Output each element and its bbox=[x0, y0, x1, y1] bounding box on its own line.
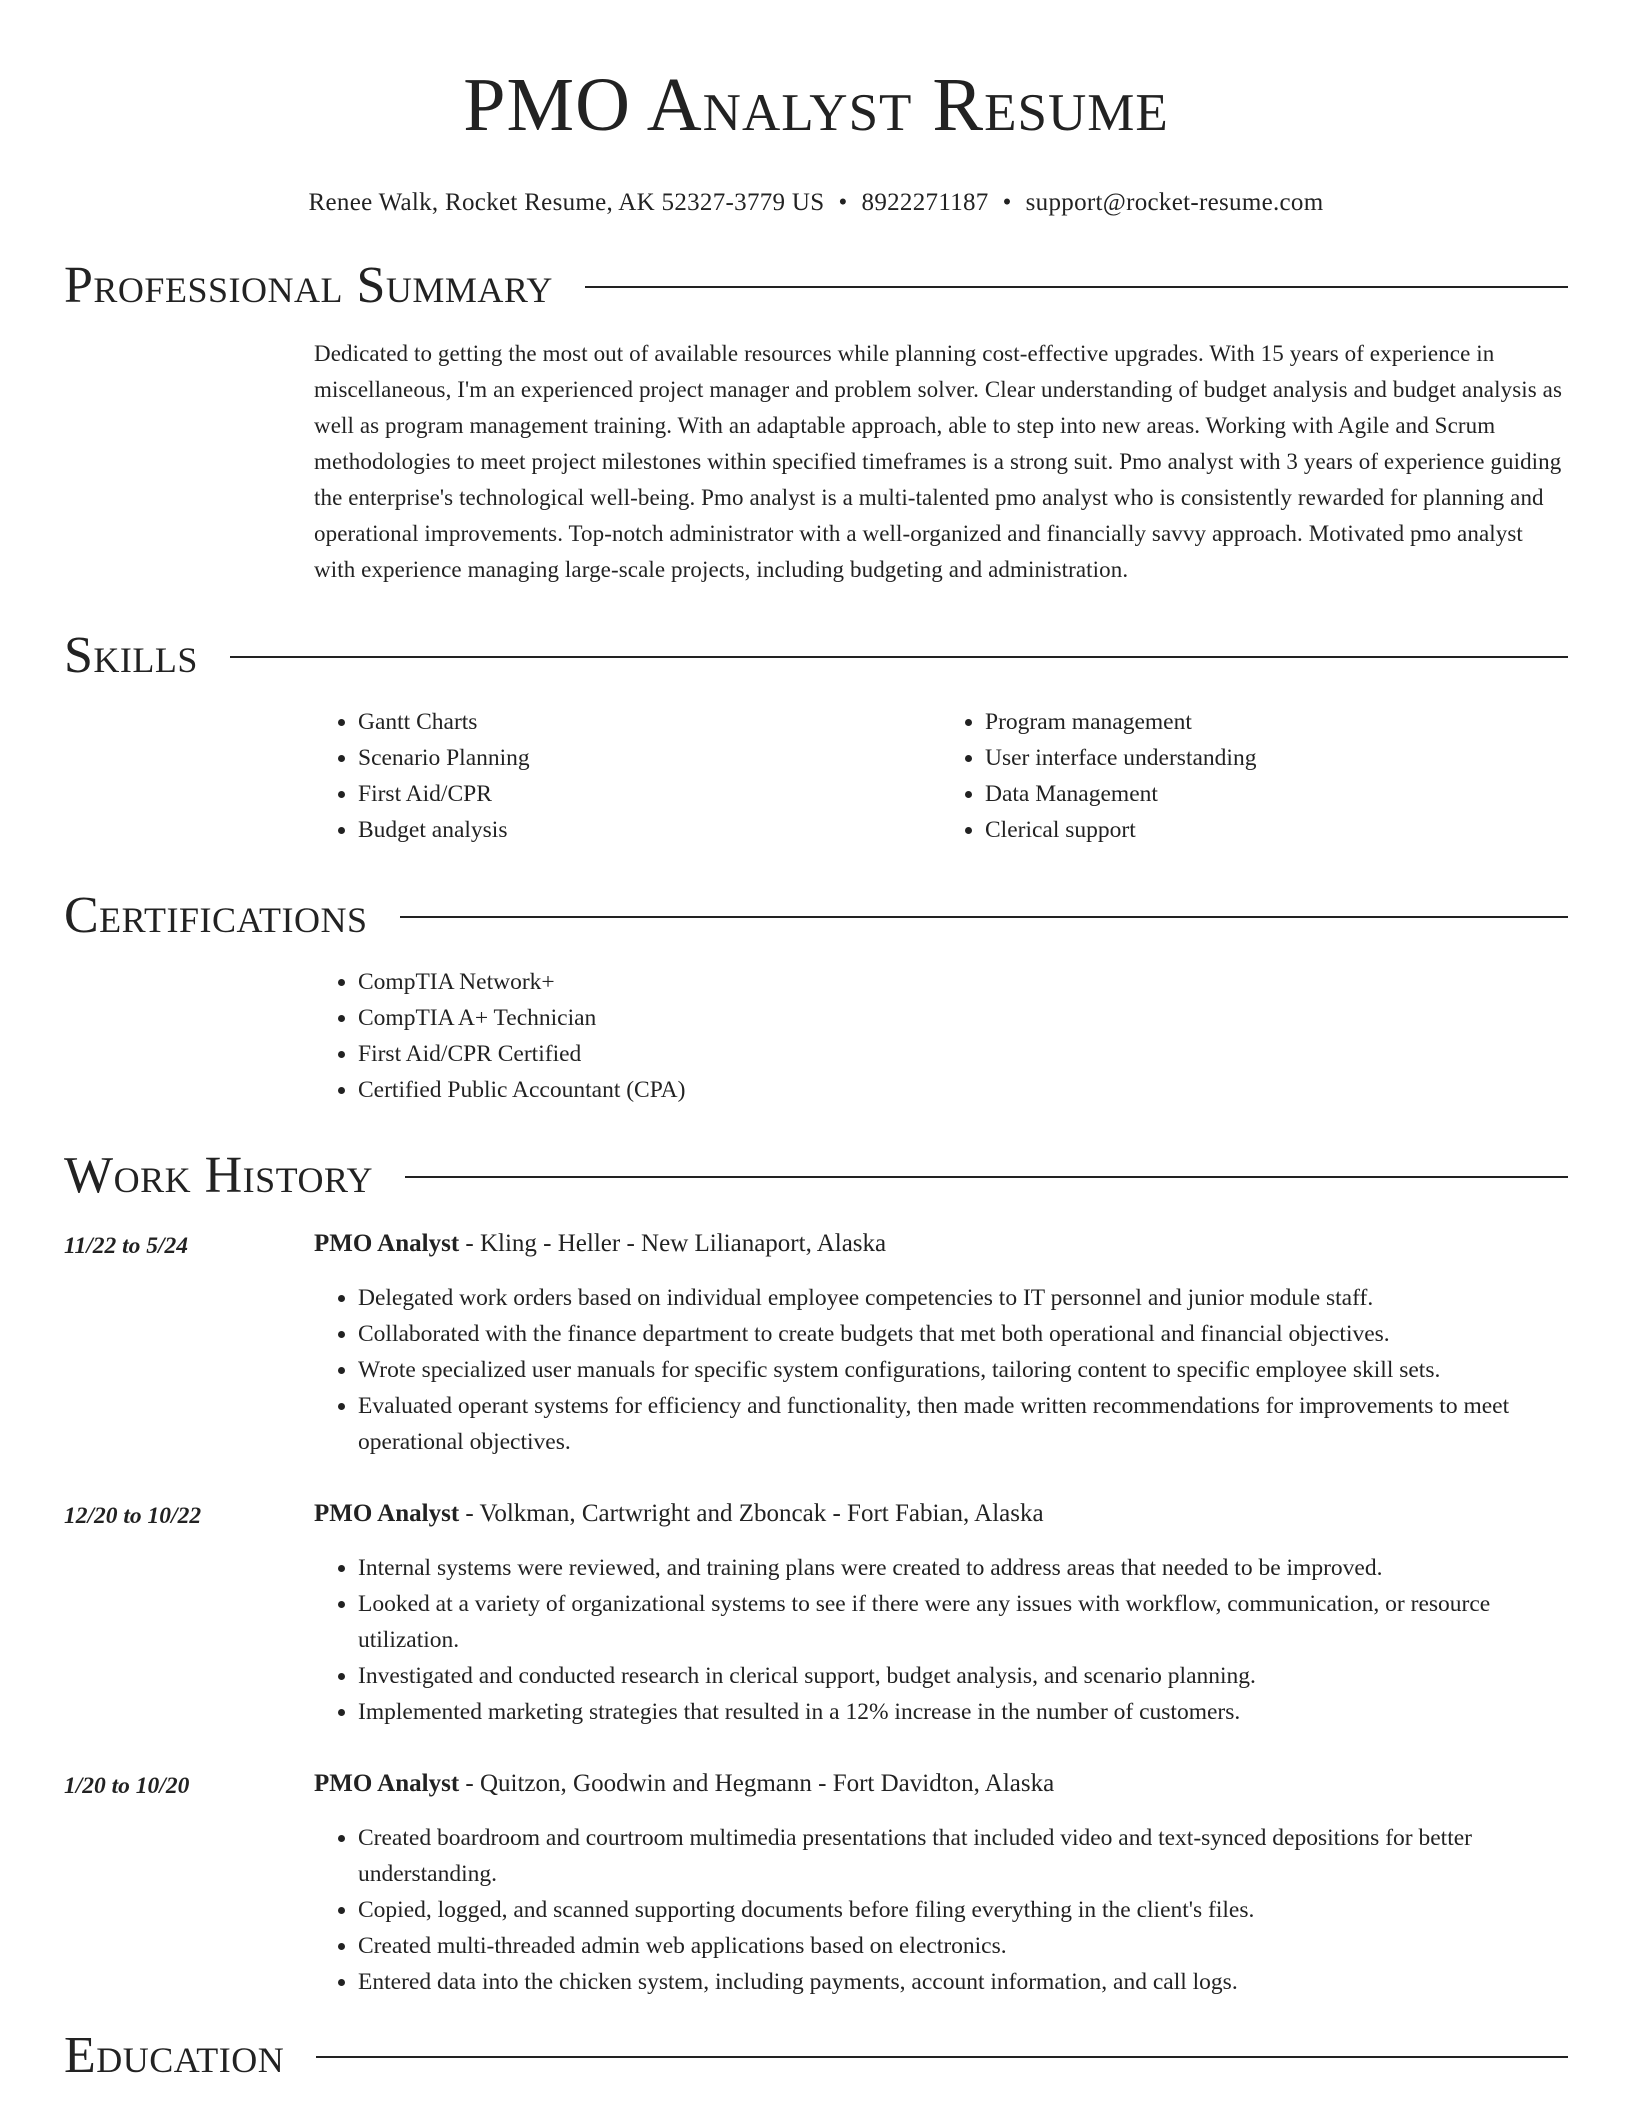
job-bullet: • Created multi-threaded admin web applications based on electronics. bbox=[358, 1928, 1568, 1964]
job-bullet: • Wrote specialized user manuals for specific system configurations, tailoring content to specific employee skill sets. bbox=[358, 1352, 1568, 1388]
job-bullet: • Delegated work orders based on individual employee competencies to IT personnel and junior module staff. bbox=[358, 1280, 1568, 1316]
contact-line bbox=[64, 188, 1568, 218]
job-role: PMO Analyst bbox=[314, 1770, 460, 1797]
work-history-section-header bbox=[64, 1144, 1568, 1208]
certifications-heading: Certifications bbox=[64, 887, 368, 944]
skills-column-right bbox=[941, 704, 1568, 848]
job-role: PMO Analyst bbox=[314, 1230, 460, 1257]
section-divider bbox=[585, 286, 1568, 288]
skill-item: • Gantt Charts bbox=[358, 704, 941, 740]
skills-column-left bbox=[314, 704, 941, 848]
skill-item: • Data Management bbox=[985, 776, 1568, 812]
summary-section-header bbox=[64, 254, 1568, 318]
summary-text: Dedicated to getting the most out of available resources while planning cost-effective upgrades. With 15 years of experience in miscellaneous, I'm an experienced project manager and problem solver. Clear understanding of budget analysis and budget analysis as well as program management training. With an adaptable approach, able to step into new areas. Working with Agile and Scrum methodologies to meet project milestones within specified timeframes is a strong suit. Pmo analyst with 3 years of experience guiding the enterprise's technological well-being. Pmo analyst is a multi-talented pmo analyst who is consistently rewarded for planning and operational improvements. Top-notch administrator with a well-organized and financially savvy approach. Motivated pmo analyst with experience managing large-scale projects, including budgeting and administration. bbox=[314, 341, 1563, 582]
certification-item: • Certified Public Accountant (CPA) bbox=[358, 1072, 1568, 1108]
skill-item: • Program management bbox=[985, 704, 1568, 740]
certifications-bullets bbox=[314, 964, 1568, 1108]
job-bullets bbox=[314, 1280, 1568, 1460]
job-bullet: • Copied, logged, and scanned supporting documents before filing everything in the client's files. bbox=[358, 1892, 1568, 1928]
job-details bbox=[314, 1226, 1568, 1460]
certification-item: • CompTIA Network+ bbox=[358, 964, 1568, 1000]
job-bullet: • Entered data into the chicken system, including payments, account information, and call logs. bbox=[358, 1964, 1568, 2000]
contact-address: Renee Walk, Rocket Resume, AK 52327-3779 US bbox=[308, 189, 825, 216]
skill-item: • First Aid/CPR bbox=[358, 776, 941, 812]
skills-heading: Skills bbox=[64, 627, 198, 684]
job-dates: 11/22 to 5/24 bbox=[64, 1233, 189, 1259]
job-dates: 12/20 to 10/22 bbox=[64, 1503, 202, 1529]
job-bullet: • Internal systems were reviewed, and training plans were created to address areas that needed to be improved. bbox=[358, 1550, 1568, 1586]
certification-item: • First Aid/CPR Certified bbox=[358, 1036, 1568, 1072]
section-divider bbox=[405, 1176, 1568, 1178]
job-details bbox=[314, 1766, 1568, 2000]
job-bullet: • Evaluated operant systems for efficiency and functionality, then made written recommendations for improvements to meet operational objectives. bbox=[358, 1388, 1568, 1460]
job-bullets bbox=[314, 1550, 1568, 1730]
skill-item: • Budget analysis bbox=[358, 812, 941, 848]
education-heading: Education bbox=[64, 2027, 285, 2084]
job-entry bbox=[64, 1766, 1568, 2000]
section-divider bbox=[316, 2056, 1568, 2058]
skill-item: • User interface understanding bbox=[985, 740, 1568, 776]
certification-item: • CompTIA A+ Technician bbox=[358, 1000, 1568, 1036]
skill-item: • Clerical support bbox=[985, 812, 1568, 848]
job-entry bbox=[64, 1496, 1568, 1730]
section-divider bbox=[230, 656, 1568, 658]
job-role: PMO Analyst bbox=[314, 1500, 460, 1527]
certifications-list bbox=[314, 964, 1568, 1108]
skills-section-header bbox=[64, 624, 1568, 688]
job-bullet: • Investigated and conducted research in clerical support, budget analysis, and scenario planning. bbox=[358, 1658, 1568, 1694]
job-employer: - Quitzon, Goodwin and Hegmann - Fort Davidton, Alaska bbox=[459, 1770, 1055, 1797]
section-divider bbox=[400, 916, 1568, 918]
job-bullet: • Looked at a variety of organizational systems to see if there were any issues with workflow, communication, or resource utilization. bbox=[358, 1586, 1568, 1658]
separator-dot: • bbox=[1002, 189, 1012, 216]
contact-email: support@rocket-resume.com bbox=[1025, 189, 1324, 216]
job-title-line bbox=[314, 1496, 1568, 1532]
job-title-line bbox=[314, 1226, 1568, 1262]
job-bullet: • Implemented marketing strategies that resulted in a 12% increase in the number of customers. bbox=[358, 1694, 1568, 1730]
job-title-line bbox=[314, 1766, 1568, 1802]
skill-item: • Scenario Planning bbox=[358, 740, 941, 776]
job-employer: - Kling - Heller - New Lilianaport, Alaska bbox=[459, 1230, 887, 1257]
summary-heading: Professional Summary bbox=[64, 257, 553, 314]
job-details bbox=[314, 1496, 1568, 1730]
separator-dot: • bbox=[838, 189, 848, 216]
job-dates: 1/20 to 10/20 bbox=[64, 1773, 190, 1799]
skills-list bbox=[314, 704, 1568, 848]
job-employer: - Volkman, Cartwright and Zboncak - Fort Fabian, Alaska bbox=[459, 1500, 1044, 1527]
job-entry bbox=[64, 1226, 1568, 1460]
job-bullets bbox=[314, 1820, 1568, 2000]
certifications-section-header bbox=[64, 884, 1568, 948]
job-bullet: • Created boardroom and courtroom multimedia presentations that included video and text-synced depositions for better understanding. bbox=[358, 1820, 1568, 1892]
work-history-heading: Work History bbox=[64, 1147, 374, 1204]
job-bullet: • Collaborated with the finance department to create budgets that met both operational and financial objectives. bbox=[358, 1316, 1568, 1352]
education-section-header bbox=[64, 2024, 1568, 2088]
contact-phone: 8922271187 bbox=[861, 189, 989, 216]
page-title: PMO Analyst Resume bbox=[463, 63, 1169, 147]
